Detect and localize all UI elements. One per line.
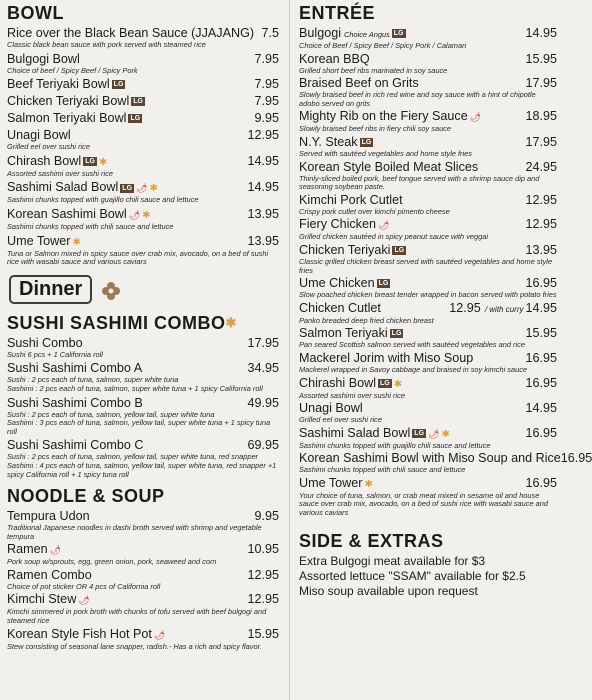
menu-item-name <box>299 376 525 392</box>
menu-item-row <box>7 52 279 67</box>
menu-item-description: Traditional Japanese noodles in dashi broth served with shrimp and vegetable tempura <box>7 523 262 541</box>
curry-label: / with curry <box>484 304 524 314</box>
menu-item-row <box>7 234 279 250</box>
left-column <box>7 0 279 651</box>
menu-item-title: Mackerel Jorim with Miso Soup <box>299 350 474 365</box>
menu-item <box>7 396 279 437</box>
menu-item-description: Stew consisting of seasonal lane snapper, radish.- Has a rich and spicy flavor. <box>7 641 262 651</box>
menu-item-title: Sashimi Salad Bowl <box>7 180 119 195</box>
chili-icon: 🌶 <box>153 629 166 640</box>
menu-item-price: 13.95 <box>247 233 279 248</box>
menu-item-name <box>7 361 247 376</box>
menu-item-price: 9.95 <box>254 111 279 126</box>
menu-item-title: Sashimi Salad Bowl <box>299 425 411 440</box>
menu-item-description: Sushi : 2 pcs each of tuna, salmon, yellow tail, super white tuna, red snapper Sashimi : 4 pcs each of tuna, salmon, yellow tail, super white tuna, red snapper +1 spicy California roll + 1 spicy tuna roll <box>7 452 277 479</box>
menu-item-title: Sushi Sashimi Combo B <box>7 395 143 410</box>
menu-item-name <box>299 476 525 492</box>
menu-item-row <box>299 326 557 341</box>
menu-item-row <box>299 351 557 366</box>
menu-item-row <box>299 476 557 492</box>
menu-item-title: Korean Style Boiled Meat Slices <box>299 159 479 174</box>
menu-item-title: Ume Tower <box>7 233 71 248</box>
noodle-heading: NOODLE & SOUP <box>7 486 165 507</box>
menu-item-row <box>299 109 557 125</box>
menu-item <box>7 627 279 652</box>
lg-badge: LG <box>393 30 404 38</box>
menu-item-title: Kimchi Pork Cutlet <box>299 192 403 207</box>
menu-item-title: Mighty Rib on the Fiery Sauce <box>299 109 468 124</box>
menu-item <box>299 193 557 217</box>
menu-item-price: 24.95 <box>525 159 557 174</box>
menu-item-name <box>7 180 247 196</box>
bowl-list <box>7 26 279 267</box>
menu-item-description: Sushi : 2 pcs each of tuna, salmon, yellow tail, super white tuna Sashimi : 3 pcs each of tuna, salmon, yellow tail, super white tuna + 1 spicy tuna roll <box>7 409 271 436</box>
menu-item-name <box>7 509 254 524</box>
menu-item-price: 17.95 <box>247 335 279 350</box>
menu-item-price: 16.95 <box>525 350 557 365</box>
menu-item-name <box>7 111 254 126</box>
chili-icon: 🌶 <box>49 545 62 556</box>
menu-item-description: Slow poached chicken breast tender wrapped in bacon served with potato fries <box>299 290 557 300</box>
menu-item-title: Korean Style Fish Hot Pot <box>7 626 152 641</box>
menu-item-description: Sashimi chunks topped with chili sauce and lettuce <box>299 465 466 475</box>
menu-item <box>299 52 557 76</box>
menu-item-description: Slowly braised beef ribs in fiery chili soy sauce <box>299 124 451 134</box>
menu-item-description: Assorted sashimi over sushi rice <box>299 390 405 400</box>
menu-item-price: 7.95 <box>254 77 279 92</box>
menu-item-row <box>7 361 279 376</box>
lg-badge: LG <box>391 330 402 338</box>
chili-icon: 🌶 <box>469 112 482 123</box>
menu-item-row <box>7 336 279 351</box>
menu-item-price: 12.95 <box>247 592 279 607</box>
menu-item-title: Chirashi Bowl <box>299 375 376 390</box>
lg-badge: LG <box>380 379 390 387</box>
menu-item-description: Thinly-sliced boiled pork, beef tongue served with a shrimp sauce dip and seasoning soybean paste. <box>299 173 540 192</box>
menu-item-row <box>299 193 557 208</box>
menu-item-row <box>7 180 279 196</box>
menu-item-name <box>299 26 525 42</box>
sesame-icon: ✱ <box>393 378 403 390</box>
menu-item-price: 16.95 <box>525 276 557 291</box>
menu-item-name <box>299 301 449 316</box>
menu-item-title: Chicken Teriyaki Bowl <box>7 94 130 109</box>
menu-item <box>7 26 279 50</box>
menu-item-row <box>7 26 279 41</box>
menu-item-title: Salmon Teriyaki Bowl <box>7 111 127 126</box>
menu-item-title: Chicken Teriyaki <box>299 242 391 257</box>
menu-item-choice: Choice Angus <box>344 30 390 39</box>
side-extra-line: Extra Bulgogi meat available for $3 <box>299 553 486 568</box>
menu-item-title: Korean Sashimi Bowl with Miso Soup and Rice <box>299 451 561 466</box>
menu-item-description: Pan seared Scottish salmon served with sautéed vegetables and rice <box>299 340 525 350</box>
menu-item-description: Mackerel wrapped in Savoy cabbage and braised in soy kimchi sauce <box>299 364 528 374</box>
menu-item-description: Sashimi chunks topped with chili sauce and lettuce <box>7 221 174 231</box>
menu-item-title: Salmon Teriyaki <box>299 326 388 341</box>
menu-item-title: Korean Sashimi Bowl <box>7 206 127 221</box>
menu-item-price: 14.95 <box>525 401 557 416</box>
menu-item <box>7 361 279 393</box>
menu-item <box>299 426 557 451</box>
menu-item <box>299 276 557 300</box>
sesame-icon: ✱ <box>98 156 108 168</box>
menu-item-row <box>7 207 279 223</box>
menu-item <box>299 301 557 326</box>
menu-item-description: Sushi : 2 pcs each of tuna, salmon, super white tuna Sashimi : 2 pcs each of tuna, salmon, super white tuna + 1 spicy California roll <box>7 375 263 393</box>
bowl-heading: BOWL <box>7 3 64 23</box>
menu-item-row <box>7 568 279 583</box>
menu-item-price: 15.95 <box>247 626 279 641</box>
menu-item <box>7 128 279 152</box>
menu-item-description: Your choice of tuna, salmon, or crab meat mixed in sesame oil and house sauce over crab mix, avocado, on a bed of sushi rice with wasabi sauce and various caviars <box>299 490 548 518</box>
lg-badge: LG <box>113 81 124 89</box>
menu-item-row <box>7 396 279 411</box>
menu-item-title: Bulgogi <box>299 26 342 40</box>
lg-badge: LG <box>85 157 95 165</box>
menu-item <box>299 26 557 51</box>
menu-item <box>7 542 279 567</box>
menu-item <box>7 52 279 76</box>
menu-item-name <box>299 52 525 67</box>
menu-item-price: 13.95 <box>525 242 557 257</box>
menu-item-name <box>7 207 247 223</box>
menu-item-description: Slowly braised beef in rich red wine and soy sauce with a hint of chipotle adobo served on grits <box>299 90 536 108</box>
menu-item-description: Choice of beef / Spicy Beef / Spicy Pork <box>7 65 138 75</box>
lg-badge: LG <box>133 98 143 106</box>
menu-item-title: Beef Teriyaki Bowl <box>7 77 110 92</box>
menu-item-title: Ramen <box>7 542 48 557</box>
menu-item-name <box>299 326 525 341</box>
menu-item-price: 15.95 <box>525 51 557 66</box>
menu-item-name <box>299 243 525 258</box>
dinner-banner <box>7 267 279 310</box>
menu-item <box>299 160 557 192</box>
menu-item-price: 16.95 <box>560 451 592 466</box>
menu-item <box>299 351 557 375</box>
menu-item-row <box>299 52 557 67</box>
menu-item-row <box>7 627 279 643</box>
sushi-heading: SUSHI SASHIMI COMBO✱ <box>7 312 237 333</box>
noodle-list <box>7 509 279 651</box>
menu-item-price: 12.95 <box>525 192 557 207</box>
menu-item-name <box>299 160 525 175</box>
lg-badge: LG <box>394 247 405 255</box>
menu-item-description: Tuna or Salmon mixed in spicy sauce over crab mix, avocado, on a bed of sushi rice with wasabi sauce and various caviars <box>7 248 269 267</box>
menu-item-description: Classic black bean sauce with pork served with steamed rice <box>7 40 206 49</box>
menu-item <box>7 592 279 625</box>
menu-item-name <box>299 276 525 291</box>
menu-item-price: 12.95 <box>525 217 557 232</box>
menu-item-row <box>7 542 279 558</box>
menu-item <box>299 217 557 242</box>
menu-item-title: N.Y. Steak <box>299 134 358 149</box>
menu-item-name <box>7 154 247 170</box>
menu-item-row <box>299 160 557 175</box>
menu-item <box>7 180 279 205</box>
chili-icon: 🌶 <box>136 183 148 194</box>
menu-item-title: Ramen Combo <box>7 567 92 582</box>
menu-item-name <box>7 26 261 41</box>
menu-item-row <box>299 243 557 258</box>
menu-item-row <box>299 451 592 466</box>
chili-icon: 🌶 <box>78 595 90 606</box>
menu-item-name <box>7 128 247 143</box>
menu-item-title: Fiery Chicken <box>299 217 376 232</box>
menu-item-name <box>7 234 247 250</box>
menu-item-row <box>299 217 557 233</box>
menu-item-title: Rice over the Black Bean Sauce (JJAJANG) <box>7 26 255 40</box>
menu-item-name <box>7 568 247 583</box>
menu-item-title: Ume Chicken <box>299 276 375 291</box>
menu-item-row <box>299 301 557 317</box>
menu-item-price: 10.95 <box>247 542 279 557</box>
menu-item-price: 69.95 <box>247 438 279 453</box>
sesame-icon: ✱ <box>142 209 151 221</box>
sesame-icon: ✱ <box>364 478 373 490</box>
menu-item-description: Choice of pot sticker OR 4 pcs of California roll <box>7 581 161 591</box>
menu-item-title: Kimchi Stew <box>7 592 77 607</box>
menu-item-price: 14.95 <box>247 180 279 195</box>
side-list <box>299 554 557 599</box>
menu-item-row <box>299 376 557 392</box>
menu-item-price: 14.95 <box>247 153 279 168</box>
menu-item <box>7 207 279 232</box>
menu-item-price: 7.95 <box>254 51 279 66</box>
menu-item-description: Sashimi chunks topped with guajillo chili sauce and lettuce <box>7 195 199 205</box>
menu-item-row <box>7 509 279 524</box>
menu-item <box>299 326 557 350</box>
menu-item <box>299 76 557 108</box>
menu-item-row <box>299 276 557 291</box>
entree-heading: ENTRÉE <box>299 3 376 23</box>
menu-item <box>299 243 557 275</box>
menu-item <box>7 154 279 179</box>
menu-item-price: 34.95 <box>247 361 279 376</box>
menu-item-name <box>299 76 525 91</box>
menu-item-name <box>299 135 525 150</box>
menu-item-title: Unagi Bowl <box>299 401 363 416</box>
menu-item-row <box>299 26 557 42</box>
menu-item-title: Sushi Sashimi Combo C <box>7 438 144 453</box>
menu-item-title: Braised Beef on Grits <box>299 76 419 91</box>
sushi-list <box>7 336 279 479</box>
menu-item <box>299 476 557 518</box>
menu-item <box>7 509 279 541</box>
menu-item-title: Sushi Combo <box>7 335 83 350</box>
menu-item-price: 12.95 <box>247 128 279 143</box>
chili-icon: 🌶 <box>377 220 390 231</box>
menu-item-price: 14.95 <box>525 26 557 40</box>
menu-item-title: Tempura Udon <box>7 509 90 524</box>
menu-item-name <box>7 438 247 453</box>
menu-item-description: Served with sautéed vegetables and home style fries <box>299 148 472 158</box>
menu-item-price: 7.95 <box>254 94 279 109</box>
curry-price: 14.95 <box>525 300 557 315</box>
menu-item-price: 49.95 <box>247 395 279 410</box>
menu-item-price: 17.95 <box>525 134 557 149</box>
column-divider <box>289 0 290 700</box>
menu-item-price: 12.95 <box>247 567 279 582</box>
menu-item-row <box>299 401 557 416</box>
menu-item-name <box>7 77 254 92</box>
menu-item-row <box>7 111 279 126</box>
menu-item-name <box>7 627 247 643</box>
menu-item-price: 16.95 <box>525 475 557 490</box>
sesame-icon: ✱ <box>441 428 450 440</box>
menu-item-name <box>7 94 254 109</box>
sesame-icon: ✱ <box>72 236 81 248</box>
menu-item-price: 16.95 <box>525 375 557 390</box>
menu-item <box>299 451 592 475</box>
menu-item-row <box>299 135 557 150</box>
lg-badge: LG <box>122 184 133 192</box>
menu-item-row <box>7 94 279 109</box>
menu-item-name <box>7 542 247 558</box>
sesame-icon: ✱ <box>149 183 158 195</box>
menu-item-description: Grilled eel over sushi rice <box>7 142 90 152</box>
menu-item-price: 12.95 <box>449 300 481 315</box>
menu-item <box>7 77 279 92</box>
menu-item-price: 17.95 <box>525 76 557 91</box>
menu-item-description: Choice of Beef / Spicy Beef / Spicy Pork / Calamari <box>299 41 467 50</box>
menu-item-description: Classic grilled chicken breast served with sautéed vegetables and home style fries <box>299 256 553 275</box>
menu-item-price: 7.5 <box>261 26 279 40</box>
menu-item-name <box>299 401 525 416</box>
side-extra-line: Assorted lettuce "SSAM" available for $2.5 <box>299 568 526 583</box>
menu-item-name <box>7 52 254 67</box>
menu-item-title: Chicken Cutlet <box>299 300 381 315</box>
menu-item-name <box>299 451 561 466</box>
menu-item-title: Korean BBQ <box>299 51 370 66</box>
lg-badge: LG <box>414 429 425 437</box>
menu-item-name <box>7 336 247 351</box>
menu-item-description: Grilled chicken sautéed in spicy peanut sauce with veggai <box>299 232 488 242</box>
entree-list <box>299 26 592 518</box>
menu-item-row <box>299 426 557 442</box>
menu-item-name <box>299 109 525 125</box>
menu-item-name <box>299 426 525 442</box>
menu-item-name <box>299 351 525 366</box>
menu-item <box>7 438 279 479</box>
menu-item <box>299 109 557 134</box>
lg-badge: LG <box>378 280 389 288</box>
menu-item-description: Panko breaded deep fried chicken breast <box>299 315 434 325</box>
menu-item-description: Grilled short beef ribs marinated in soy sauce <box>299 65 448 75</box>
menu-item-row <box>7 128 279 143</box>
lg-badge: LG <box>361 139 372 147</box>
menu-item-row <box>7 154 279 170</box>
menu-item-title: Unagi Bowl <box>7 128 71 143</box>
menu-item-name <box>7 396 247 411</box>
menu-item-description: Sashimi chunks topped with guajillo chili sauce and lettuce <box>299 440 491 450</box>
menu-item-title: Ume Tower <box>299 475 363 490</box>
menu-item-title: Chirash Bowl <box>7 153 82 168</box>
dinner-label: Dinner <box>9 275 92 304</box>
menu-item-row <box>7 77 279 92</box>
menu-item-name <box>299 193 525 208</box>
menu-item-description: Crispy pork cutlet over kimchi pimento cheese <box>299 206 450 216</box>
menu-item <box>7 234 279 267</box>
menu-item-title: Sushi Sashimi Combo A <box>7 361 143 376</box>
menu-item-description: Grilled eel over sushi rice <box>299 415 382 425</box>
menu-item-row <box>7 438 279 453</box>
menu-item-description: Sushi 6 pcs + 1 California roll <box>7 349 103 359</box>
menu-item <box>7 568 279 592</box>
menu-item <box>299 376 557 401</box>
right-column <box>299 0 592 599</box>
flower-icon <box>101 281 121 301</box>
menu-item-row <box>7 592 279 608</box>
menu-item-price: 15.95 <box>525 326 557 341</box>
menu-item <box>299 135 557 159</box>
menu-item-title: Bulgogi Bowl <box>7 51 80 66</box>
chili-icon: 🌶 <box>428 428 440 439</box>
menu-item-price: 13.95 <box>247 206 279 221</box>
menu-item-row <box>299 76 557 91</box>
menu-item-description: Pork soup w/sprouts, egg, green onion, pork, seaweed and corn <box>7 557 217 567</box>
menu-item <box>299 401 557 425</box>
side-extra-line: Miso soup available upon request <box>299 583 478 598</box>
sesame-icon: ✱ <box>225 314 237 330</box>
chili-icon: 🌶 <box>128 209 141 220</box>
lg-badge: LG <box>130 115 141 123</box>
side-heading: SIDE & EXTRAS <box>299 530 444 551</box>
menu-item-price: 18.95 <box>525 109 557 124</box>
menu-item-price: 9.95 <box>254 509 279 524</box>
menu-item <box>7 94 279 109</box>
menu-item-description: Kimchi simmered in pork broth with chunks of tofu served with beef bulgogi and steamed rice <box>7 607 267 626</box>
menu-item-description: Assorted sashimi over sushi rice <box>7 168 113 178</box>
menu-item-name <box>299 217 525 233</box>
menu-item <box>7 336 279 360</box>
menu-item-price: 16.95 <box>525 425 557 440</box>
menu-item-name <box>7 592 247 608</box>
menu-item <box>7 111 279 126</box>
